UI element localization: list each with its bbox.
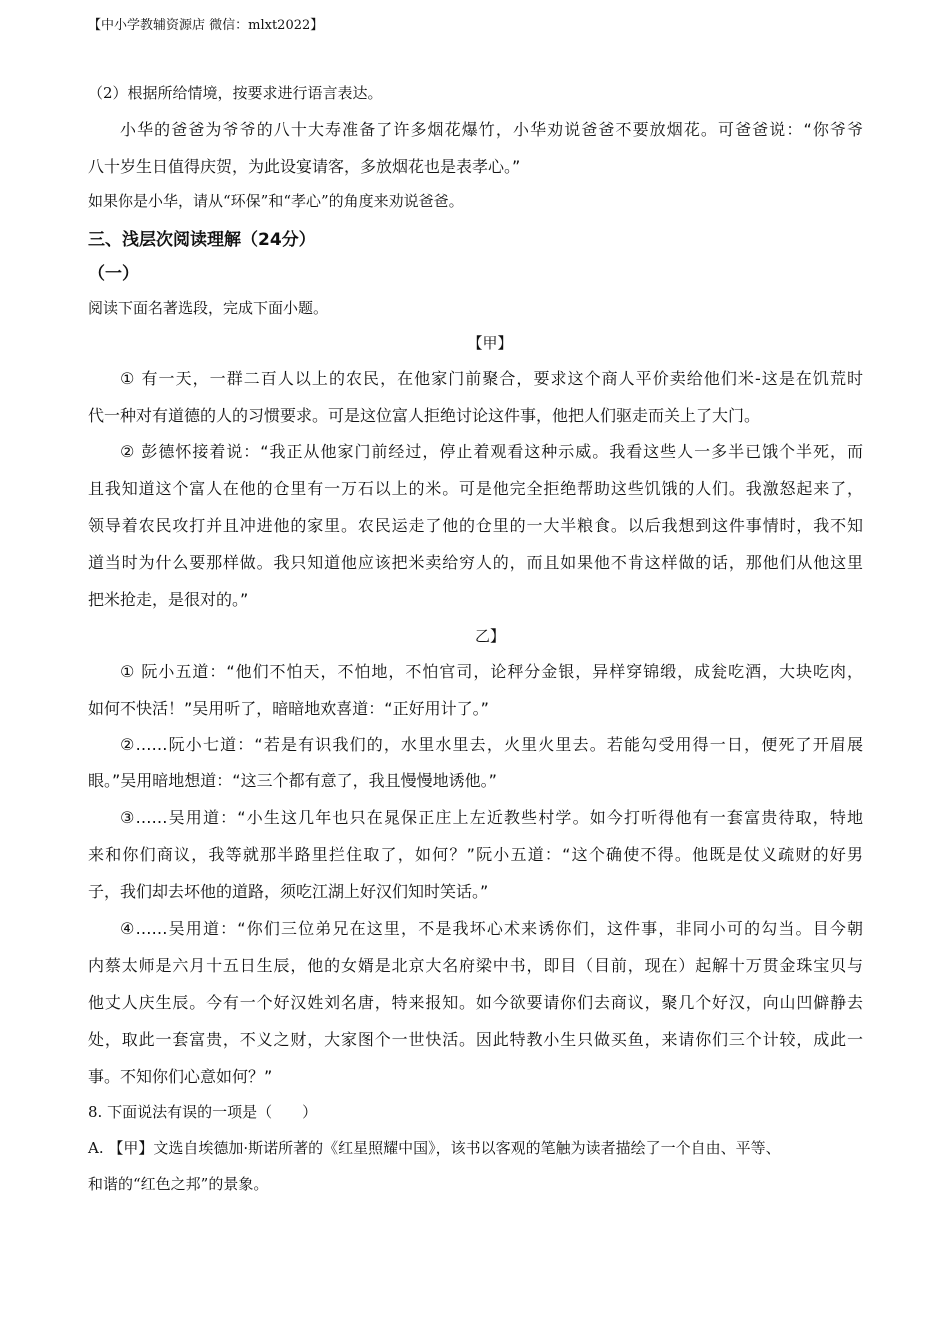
yi-line-6: 来和你们商议，我等就那半路里拦住取了，如何？”阮小五道：“这个确使不得。他既是仗义疏财的好男 [88, 845, 863, 864]
jia-line-2: 代一种对有道德的人的习惯要求。可是这位富人拒绝讨论这件事，他把人们驱走而关上了大门。 [88, 406, 761, 425]
section-title: 三、浅层次阅读理解（24分） [88, 230, 316, 250]
passage-yi-label: 乙】 [474, 627, 505, 645]
yi-line-12: 事。不知你们心意如何？” [88, 1067, 273, 1086]
part-label: （一） [88, 264, 139, 284]
yi-line-2: 如何不快活！”吴用听了，暗暗地欢喜道：“正好用计了。” [88, 699, 489, 718]
yi-line-4: 眼。”吴用暗地想道：“这三个都有意了，我且慢慢地诱他。” [88, 771, 497, 790]
yi-line-1: ① 阮小五道：“他们不怕天，不怕地，不怕官司，论秤分金银，异样穿锦缎，成瓮吃酒，大块吃肉， [120, 662, 863, 681]
yi-line-7: 子，我们却去坏他的道路，须吃江湖上好汉们知时笑话。” [88, 882, 489, 901]
passage-jia-label: 【甲】 [467, 334, 513, 352]
jia-line-7: 把米抢走，是很对的。” [88, 590, 249, 609]
yi-line-8: ④……吴用道：“你们三位弟兄在这里，不是我坏心术来诱你们，这件事，非同小可的勾当。目今朝 [120, 919, 863, 938]
jia-line-5: 领导着农民攻打并且冲进他的家里。农民运走了他的仓里的一大半粮食。以后我想到这件事情时，我不知 [88, 516, 863, 535]
task2-prompt: （2）根据所给情境，按要求进行语言表达。 [88, 84, 383, 102]
jia-line-3: ② 彭德怀接着说：“我正从他家门前经过，停止着观看这种示威。我看这些人一多半已饿个半死，而 [120, 442, 863, 461]
option-a-line-2: 和谐的“红色之邦”的景象。 [88, 1175, 269, 1193]
question-8-stem: 8. 下面说法有误的一项是（ ） [88, 1103, 318, 1121]
jia-line-1: ① 有一天，一群二百人以上的农民，在他家门前聚合，要求这个商人平价卖给他们米-这是在饥荒时 [120, 369, 863, 388]
task2-instruction: 如果你是小华，请从“环保”和“孝心”的角度来劝说爸爸。 [88, 192, 464, 210]
option-a-line-1: A. 【甲】文选自埃德加·斯诺所著的《红星照耀中国》，该书以客观的笔触为读者描绘了一个自由、平等、 [88, 1139, 781, 1157]
scenario-line-2: 八十岁生日值得庆贺，为此设宴请客，多放烟花也是表孝心。” [88, 157, 521, 176]
yi-line-11: 处，取此一套富贵，不义之财，大家图个一世快活。因此特教小生只做买鱼，来请你们三个计较，成此一 [88, 1030, 863, 1049]
yi-line-3: ②……阮小七道：“若是有识我们的，水里水里去，火里火里去。若能勾受用得一日，便死了开眉展 [120, 735, 863, 754]
jia-line-4: 且我知道这个富人在他的仓里有一万石以上的米。可是他完全拒绝帮助这些饥饿的人们。我激怒起来了， [88, 479, 863, 498]
reading-intro: 阅读下面名著选段，完成下面小题。 [88, 299, 329, 317]
yi-line-10: 他丈人庆生辰。今有一个好汉姓刘名唐，特来报知。如今欲要请你们去商议，聚几个好汉，向山凹僻静去 [88, 993, 863, 1012]
scenario-line-1: 小华的爸爸为爷爷的八十大寿准备了许多烟花爆竹，小华劝说爸爸不要放烟花。可爸爸说：“你爷爷 [120, 120, 863, 139]
yi-line-5: ③……吴用道：“小生这几年也只在晁保正庄上左近教些村学。如今打听得他有一套富贵待取，特地 [120, 808, 863, 827]
yi-line-9: 内蔡太师是六月十五日生辰，他的女婿是北京大名府梁中书，即目（目前，现在）起解十万贯金珠宝贝与 [88, 956, 863, 975]
page-header: 【中小学教辅资源店 微信：mlxt2022】 [88, 18, 324, 33]
jia-line-6: 道当时为什么要那样做。我只知道他应该把米卖给穷人的，而且如果他不肯这样做的话，那他们从他这里 [88, 553, 863, 572]
